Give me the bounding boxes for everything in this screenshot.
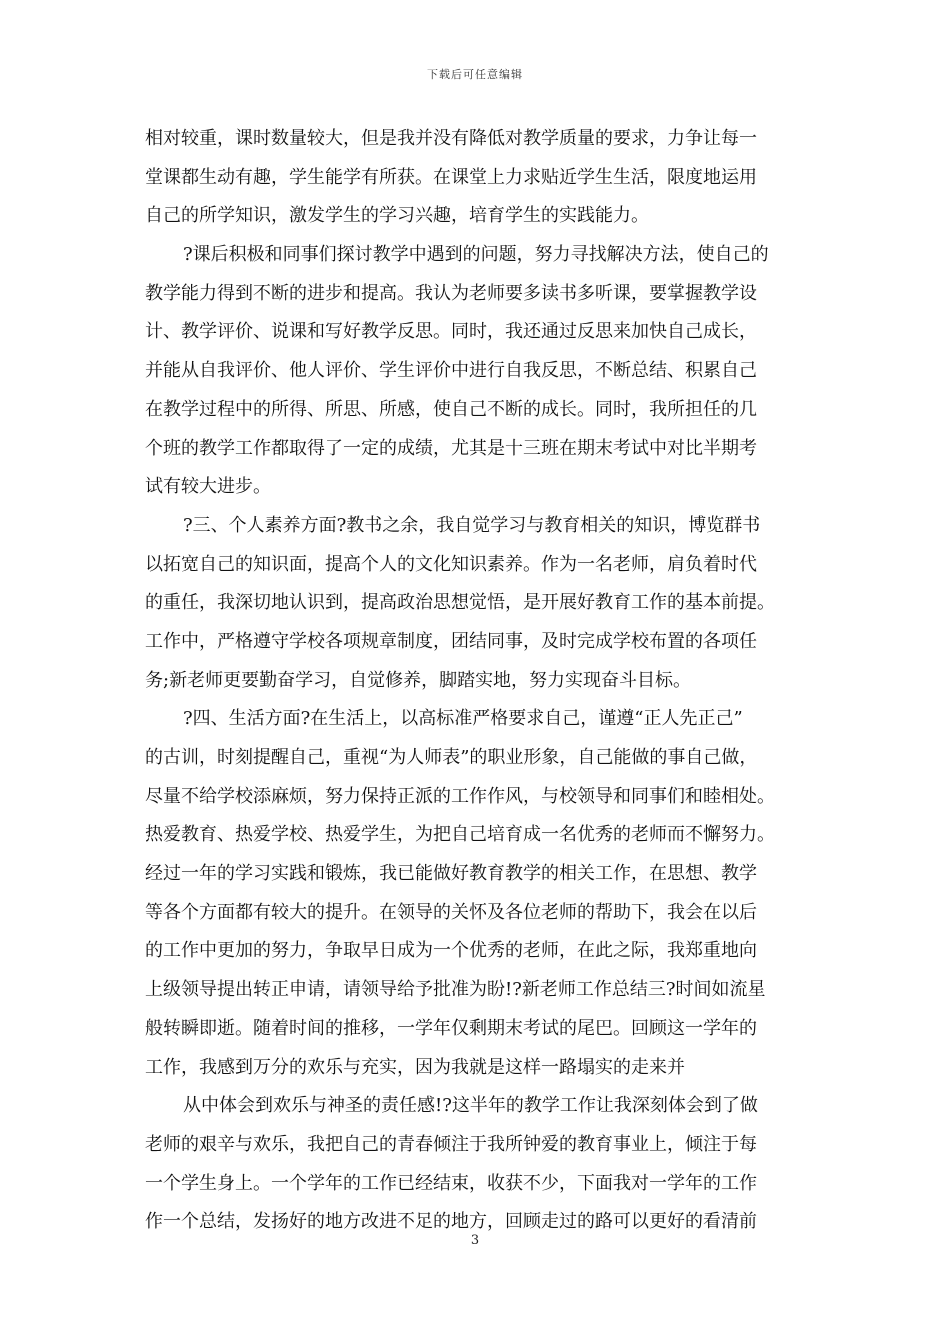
- text-line: 工作，我感到万分的欢乐与充实，因为我就是这样一路塌实的走来并: [145, 1056, 685, 1078]
- text-line: 等各个方面都有较大的提升。在领导的关怀及各位老师的帮助下，我会在以后: [145, 901, 757, 923]
- text-line: ?四、生活方面?在生活上，以高标准严格要求自己，谨遵“正人先正己”: [183, 708, 743, 730]
- text-line: 从中体会到欢乐与神圣的责任感!?这半年的教学工作让我深刻体会到了做: [183, 1095, 758, 1117]
- text-line: 经过一年的学习实践和锻炼，我已能做好教育教学的相关工作，在思想、教学: [145, 863, 757, 885]
- text-line: 的重任，我深切地认识到，提高政治思想觉悟，是开展好教育工作的基本前提。: [145, 592, 775, 614]
- text-line: 热爱教育、热爱学校、热爱学生，为把自己培育成一名优秀的老师而不懈努力。: [145, 824, 775, 846]
- text-line: 个班的教学工作都取得了一定的成绩，尤其是十三班在期末考试中对比半期考: [145, 437, 757, 459]
- text-line: 的工作中更加的努力，争取早日成为一个优秀的老师，在此之际，我郑重地向: [145, 940, 757, 962]
- text-line: 上级领导提出转正申请，请领导给予批准为盼!?新老师工作总结三?时间如流星: [145, 979, 766, 1001]
- text-line: 尽量不给学校添麻烦，努力保持正派的工作作风，与校领导和同事们和睦相处。: [145, 785, 775, 807]
- text-line: 在教学过程中的所得、所思、所感，使自己不断的成长。同时，我所担任的几: [145, 398, 757, 420]
- text-line: 相对较重，课时数量较大，但是我并没有降低对教学质量的要求，力争让每一: [145, 128, 757, 149]
- text-line: 老师的艰辛与欢乐，我把自己的青春倾注于我所钟爱的教育事业上，倾注于每: [145, 1133, 757, 1155]
- text-line: ?课后积极和同事们探讨教学中遇到的问题，努力寻找解决方法，使自己的: [183, 244, 769, 266]
- text-line: ?三、个人素养方面?教书之余，我自觉学习与教育相关的知识，博览群书: [183, 514, 761, 536]
- text-line: 试有较大进步。: [145, 476, 271, 498]
- text-line: 的古训，时刻提醒自己，重视“为人师表”的职业形象，自己能做的事自己做，: [145, 747, 758, 768]
- page-header: 下载后可任意编辑: [427, 68, 523, 81]
- text-line: 以拓宽自己的知识面，提高个人的文化知识素养。作为一名老师，肩负着时代: [145, 553, 757, 575]
- text-line: 般转瞬即逝。随着时间的推移，一学年仅剩期末考试的尾巴。回顾这一学年的: [145, 1017, 757, 1039]
- text-line: 教学能力得到不断的进步和提高。我认为老师要多读书多听课，要掌握教学设: [145, 282, 757, 304]
- text-line: 自己的所学知识，激发学生的学习兴趣，培育学生的实践能力。: [145, 205, 649, 227]
- text-line: 并能从自我评价、他人评价、学生评价中进行自我反思，不断总结、积累自己: [145, 360, 757, 382]
- page-number: 3: [470, 1233, 480, 1248]
- document-body: [145, 120, 807, 1242]
- text-line: 工作中，严格遵守学校各项规章制度，团结同事，及时完成学校布置的各项任: [145, 630, 757, 652]
- text-line: 一个学生身上。一个学年的工作已经结束，收获不少，下面我对一学年的工作: [145, 1172, 757, 1194]
- text-line: 计、教学评价、说课和写好教学反思。同时，我还通过反思来加快自己成长，: [145, 321, 757, 343]
- text-line: 务;新老师更要勤奋学习，自觉修养，脚踏实地，努力实现奋斗目标。: [145, 669, 692, 691]
- text-line: 堂课都生动有趣，学生能学有所获。在课堂上力求贴近学生生活，限度地运用: [145, 166, 757, 188]
- text-line: 作一个总结，发扬好的地方改进不足的地方，回顾走过的路可以更好的看清前: [145, 1211, 757, 1233]
